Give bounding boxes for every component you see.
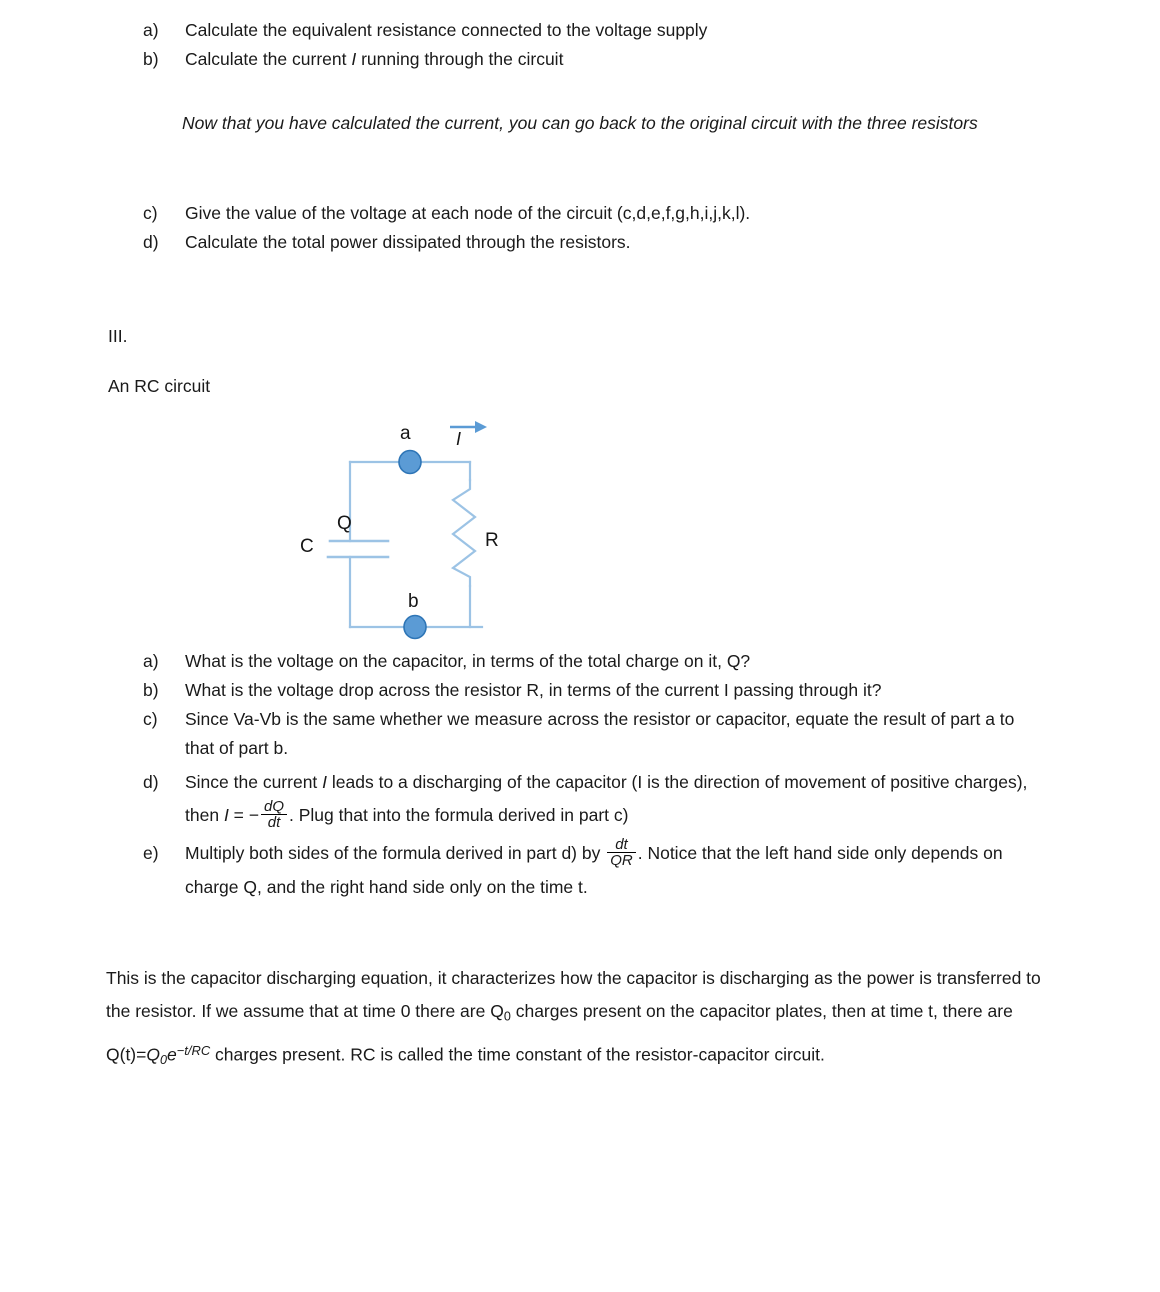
math-exponent: −t/RC: [176, 1042, 211, 1058]
list-item: [143, 676, 1043, 705]
list-text: Calculate the equivalent resistance connected to the voltage supply: [185, 20, 708, 40]
current-symbol: I: [223, 805, 229, 825]
fraction-denominator: dt: [261, 814, 287, 831]
list-text: Since Va-Vb is the same whether we measure across the resistor or capacitor, equate the result of part a to that of part b.: [185, 709, 1015, 758]
list-text: Calculate the total power dissipated through the resistors.: [185, 232, 631, 252]
fraction-numerator: dQ: [263, 797, 284, 815]
list-item: [143, 16, 1073, 45]
list-text: Give the value of the voltage at each node of the circuit (c,d,e,f,g,h,i,j,k,l).: [185, 203, 751, 223]
section-title: An RC circuit: [108, 376, 211, 396]
fraction-dt-qr: [607, 837, 636, 870]
list-marker: c): [143, 203, 158, 223]
question-list-cd: [143, 199, 1073, 257]
math-q: Q: [146, 1043, 160, 1064]
list-item: [143, 228, 1073, 257]
node-b-label: b: [408, 591, 419, 612]
list-text-part-2: . Notice that the left hand side only depends on charge Q, and the right hand side only on the time t.: [185, 843, 1003, 897]
current-symbol: I: [351, 49, 357, 69]
current-label: I: [456, 429, 462, 449]
section-number: III.: [108, 326, 128, 346]
list-marker: b): [143, 49, 159, 69]
charge-label: Q: [337, 513, 352, 534]
fraction-dq-dt: [261, 799, 287, 832]
question-list-ab: [143, 16, 1073, 74]
list-text: What is the voltage drop across the resistor R, in terms of the current I passing through it?: [185, 680, 882, 700]
closing-paragraph: [106, 962, 1051, 1076]
list-marker: e): [143, 843, 159, 863]
circuit-svg: [270, 405, 570, 655]
list-item: [143, 647, 1043, 676]
capacitor-label: C: [300, 536, 314, 557]
list-text-part-1: Since the current I leads to a discharging of the capacitor (I is the direction of movement of positive charges), then I = −: [185, 772, 1028, 825]
closing-part-2: charges present on the capacitor plates, then at time t, there are Q(t)=: [106, 1001, 1013, 1064]
math-q-subscript: 0: [159, 1052, 167, 1067]
question-list-abcde: [143, 647, 1043, 904]
list-item: [143, 45, 1073, 74]
math-e: e: [167, 1043, 177, 1064]
node-a-label: a: [400, 423, 411, 444]
list-marker: d): [143, 772, 159, 792]
node-b-dot: [404, 616, 426, 639]
fraction-numerator: dt: [615, 835, 628, 853]
list-item: [143, 766, 1043, 833]
italic-note: Now that you have calculated the current, you can go back to the original circuit with the three resistors: [182, 113, 978, 133]
list-marker: a): [143, 651, 159, 671]
list-item: [143, 199, 1073, 228]
list-marker: b): [143, 680, 159, 700]
list-item: [143, 837, 1043, 904]
list-marker: c): [143, 709, 158, 729]
list-text: Calculate the current I running through the circuit: [185, 49, 564, 69]
closing-part-1: This is the capacitor discharging equation, it characterizes how the capacitor is discharging as the power is transferred to the resistor. If we assume that at time 0 there are Q: [106, 968, 1041, 1021]
resistor-label: R: [485, 530, 499, 551]
list-item: [143, 705, 1043, 763]
list-text-part-2: . Plug that into the formula derived in part c): [289, 805, 629, 825]
node-a-dot: [399, 451, 421, 474]
closing-part-3: charges present. RC is called the time constant of the resistor-capacitor circuit.: [210, 1043, 825, 1064]
resistor-zigzag: [453, 480, 475, 586]
q-subscript-zero: 0: [503, 1009, 511, 1024]
current-symbol: I: [322, 772, 328, 792]
fraction-denominator: QR: [607, 852, 636, 869]
list-text-part-1: Multiply both sides of the formula derived in part d) by: [185, 843, 601, 863]
list-text: What is the voltage on the capacitor, in terms of the total charge on it, Q?: [185, 651, 751, 671]
list-marker: d): [143, 232, 159, 252]
list-marker: a): [143, 20, 159, 40]
rc-circuit-diagram: [270, 405, 570, 655]
